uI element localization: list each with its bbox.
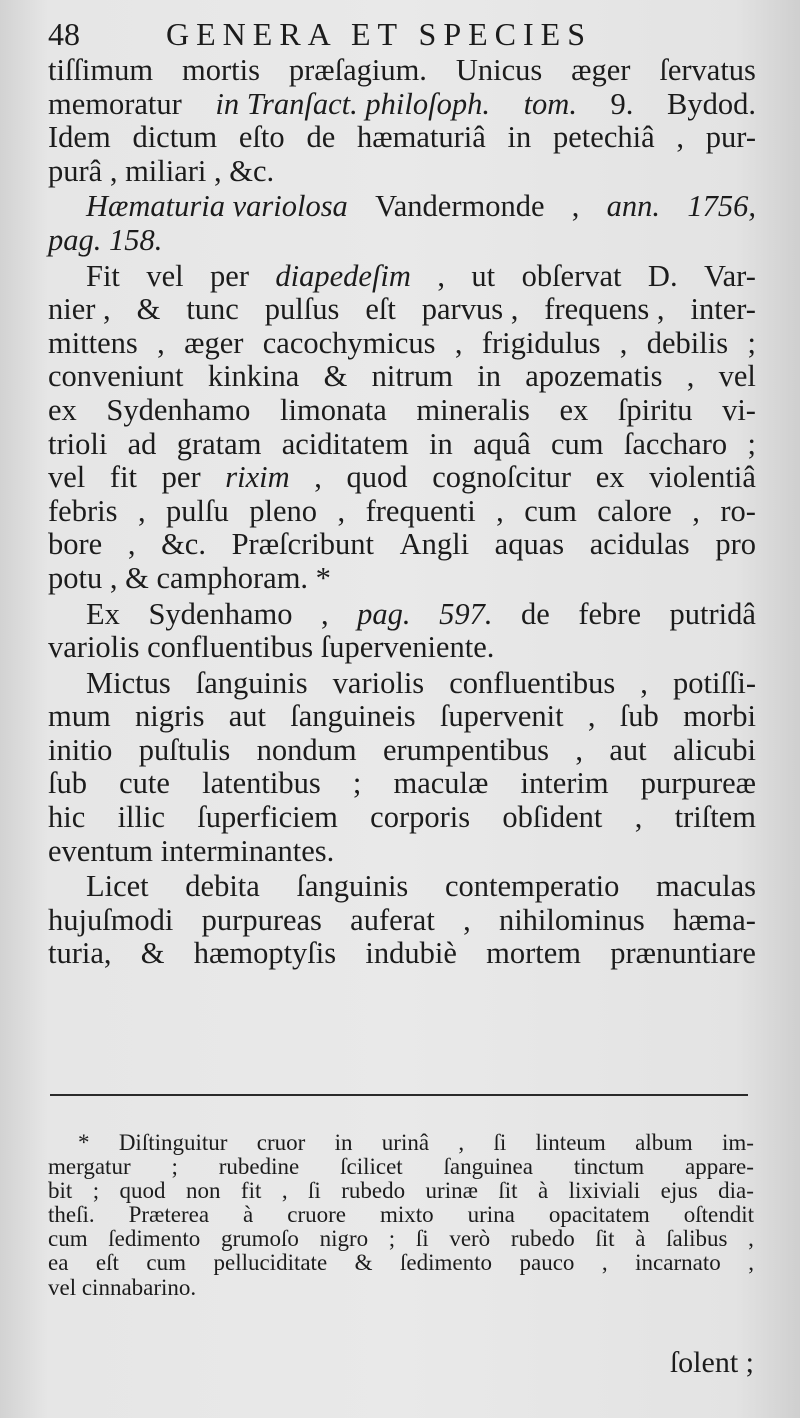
word: Bydod. — [667, 86, 756, 121]
word: & — [140, 936, 165, 971]
word: frequens , — [544, 292, 665, 327]
text-line — [48, 937, 756, 971]
word: ann. — [606, 189, 661, 224]
word: fit — [240, 1178, 262, 1204]
word: ; — [352, 766, 362, 801]
word: frequenti — [365, 493, 476, 528]
word: Unicus — [455, 53, 543, 87]
word: præſagium. — [288, 53, 427, 87]
word: Ex — [86, 596, 120, 631]
word: , — [454, 325, 463, 360]
word: cacochymicus — [262, 325, 436, 360]
word: febre — [578, 596, 641, 631]
text-line — [48, 835, 756, 869]
word: , — [463, 902, 471, 937]
word: ſub — [48, 766, 87, 801]
word: mergatur — [48, 1154, 131, 1180]
word: Præſcribunt — [231, 527, 374, 562]
word: &c. — [161, 527, 206, 562]
word: interim — [520, 766, 609, 801]
word: ſedimento — [400, 1250, 493, 1276]
word: tinctum — [573, 1154, 645, 1180]
word: cum — [48, 1226, 88, 1252]
text-line — [48, 461, 756, 495]
word: ſanguineis — [290, 699, 416, 734]
word: ſub — [619, 699, 659, 734]
word: , — [281, 1178, 288, 1204]
word: per — [161, 460, 201, 495]
word: mum — [48, 699, 111, 734]
word: parvus , — [421, 292, 519, 327]
word: aut — [609, 732, 647, 767]
text-line — [48, 700, 756, 734]
word: , — [676, 120, 685, 155]
word: ſaccharo — [623, 426, 728, 461]
word: pelluciditate — [213, 1250, 328, 1276]
word: hæma- — [672, 902, 756, 937]
word: cute — [119, 766, 170, 801]
text-line — [48, 293, 756, 327]
text-line — [48, 801, 756, 835]
word: ſuperficiem — [197, 800, 338, 835]
word: Diſtinguitur — [118, 1130, 228, 1155]
word: petechiâ — [553, 120, 655, 155]
word: vel — [718, 359, 756, 394]
footnote-line — [48, 1203, 754, 1227]
word: nondum — [256, 732, 357, 767]
word: urinâ — [381, 1130, 430, 1155]
word: hæmoptyſis — [193, 936, 337, 971]
word: de — [306, 120, 336, 155]
word: , — [571, 189, 580, 224]
word: ; — [747, 426, 756, 461]
word: indubiè — [365, 936, 457, 971]
word: , — [437, 258, 445, 293]
word: urina — [467, 1202, 515, 1228]
word: erumpentibus — [382, 732, 550, 767]
word: acidulas — [589, 527, 690, 562]
word: potiſſi- — [672, 665, 756, 700]
word: 597. — [439, 596, 493, 631]
word: pulſus — [264, 292, 340, 327]
word: dia- — [718, 1178, 754, 1204]
word: ut — [471, 258, 496, 293]
text-line — [48, 767, 756, 801]
word: tiſſimum — [48, 53, 154, 87]
word: aut — [228, 699, 267, 734]
word: album — [635, 1130, 693, 1155]
word: , — [748, 1250, 754, 1276]
word: , — [458, 1130, 465, 1155]
word: , — [748, 1226, 754, 1252]
word: ſupervenit — [439, 699, 564, 734]
word: cruor — [256, 1130, 306, 1155]
word: ſit — [595, 1226, 615, 1252]
word: memoratur — [48, 86, 182, 121]
word: in — [334, 1130, 353, 1155]
word: confluentibus — [449, 665, 616, 700]
word: ex — [559, 392, 589, 427]
word: nitrum — [371, 359, 453, 394]
word: im- — [721, 1130, 754, 1155]
word: ſi — [308, 1178, 321, 1204]
page-header — [48, 14, 760, 54]
word: à — [635, 1226, 646, 1252]
footnote-line — [48, 1179, 754, 1203]
word: , — [127, 527, 136, 562]
word: calore — [597, 493, 672, 528]
word: tunc — [186, 292, 239, 327]
word: æger — [184, 325, 244, 360]
word: non — [185, 1178, 221, 1204]
word: variolis — [332, 665, 425, 700]
word: alicubi — [672, 732, 756, 767]
word: , — [496, 493, 504, 528]
text-line — [48, 904, 756, 938]
text-line — [48, 88, 756, 122]
word: morbi — [683, 699, 756, 734]
word: pauco — [519, 1250, 575, 1276]
word: purpureas — [201, 902, 322, 937]
word: eventum interminantes. — [48, 833, 335, 868]
footnote-line — [48, 1131, 754, 1155]
footnote-line — [48, 1251, 754, 1275]
word: per — [210, 258, 249, 293]
word: prænuntiare — [610, 936, 756, 971]
word: * — [78, 1130, 90, 1155]
word: variolis confluentibus ſuperveniente. — [48, 630, 495, 665]
word: cum — [146, 1250, 186, 1276]
word: putridâ — [669, 596, 756, 631]
word: obſervat — [521, 258, 622, 293]
word: , — [137, 493, 146, 528]
word: pulſu — [166, 493, 229, 528]
word: mineralis — [416, 392, 530, 427]
word: maculæ — [393, 766, 489, 801]
word: Præterea — [128, 1202, 210, 1228]
text-line — [48, 598, 756, 632]
word: puſtulis — [138, 732, 231, 767]
word: à — [537, 1178, 549, 1204]
word: Licet — [86, 869, 149, 904]
word: violentiâ — [649, 460, 756, 495]
word: & — [354, 1250, 373, 1276]
word: , — [640, 665, 648, 700]
word: limonata — [280, 392, 387, 427]
word: nihilominus — [498, 902, 645, 937]
catchword: ſolent ; — [669, 1346, 754, 1379]
word: ro- — [720, 493, 756, 528]
word: rubedine — [218, 1154, 300, 1180]
word: urinæ — [425, 1178, 478, 1204]
word: hujuſmodi — [48, 902, 174, 937]
word: cum — [524, 493, 577, 528]
word: obſident — [502, 800, 603, 835]
word: ſanguinis — [296, 869, 409, 904]
text-line — [48, 190, 756, 224]
text-line — [48, 631, 756, 665]
word: aciditatem — [281, 426, 409, 461]
word: à — [243, 1202, 254, 1228]
word: ejus — [660, 1178, 698, 1204]
word: mittens — [48, 325, 138, 360]
word: & — [136, 292, 161, 327]
word: ; — [388, 1226, 396, 1252]
word: vel — [146, 258, 184, 293]
running-head: GENERA ET SPECIES — [166, 16, 592, 52]
word: kinkina — [207, 359, 300, 394]
word: ; — [92, 1178, 100, 1204]
word: latentibus — [202, 766, 321, 801]
text-line — [48, 394, 756, 428]
word: purpureæ — [640, 766, 756, 801]
word: quod — [346, 460, 408, 495]
word: , — [337, 493, 346, 528]
word: inter- — [690, 292, 756, 327]
text-line — [48, 870, 756, 904]
word: Sydenhamo — [106, 392, 251, 427]
word: ſalibus — [666, 1226, 728, 1252]
word: ea — [48, 1250, 69, 1276]
word: oſtendit — [683, 1202, 754, 1228]
word: ſpiritu — [617, 392, 693, 427]
word: ; — [747, 325, 756, 360]
word: de — [521, 596, 550, 631]
footnote-rule — [50, 1094, 748, 1096]
word: quod — [119, 1178, 166, 1204]
word: , — [587, 699, 596, 734]
word: mortem — [486, 936, 581, 971]
word: vel cinnabarino. — [48, 1274, 197, 1300]
word: , — [157, 325, 165, 360]
word: triſtem — [674, 800, 756, 835]
word: lixiviali — [568, 1178, 641, 1204]
word: 9. — [610, 86, 634, 121]
text-line — [48, 734, 756, 768]
text-line — [48, 327, 756, 361]
word: ex — [48, 392, 77, 427]
word: appare- — [684, 1154, 754, 1180]
word: , — [619, 325, 628, 360]
word: , — [686, 359, 695, 394]
word: , — [321, 596, 329, 631]
footnote-line — [48, 1155, 754, 1179]
word: , — [692, 493, 700, 528]
word: initio — [48, 732, 113, 767]
word: diapedeſim — [275, 258, 411, 293]
text-line — [48, 54, 756, 88]
word: vel — [48, 460, 86, 495]
word: Fit — [86, 258, 120, 293]
word: ſedimento — [108, 1226, 201, 1252]
word: ; — [171, 1154, 178, 1180]
word: , — [575, 732, 583, 767]
word: ſcilicet — [340, 1154, 403, 1180]
word: purâ , miliari , &c. — [48, 153, 275, 188]
word: aquâ — [473, 426, 531, 461]
word: trioli — [48, 426, 108, 461]
word: 1756, — [687, 189, 756, 224]
word: hæmaturiâ — [357, 120, 486, 155]
word: rubedo — [510, 1226, 575, 1252]
word: contemperatio — [444, 869, 620, 904]
text-line — [48, 495, 756, 529]
word: linteum — [535, 1130, 606, 1155]
word: ſanguinea — [443, 1154, 533, 1180]
word: ſi — [415, 1226, 429, 1252]
word: ad — [127, 426, 157, 461]
text-line — [48, 667, 756, 701]
word: hic — [48, 800, 86, 835]
word: turia, — [48, 936, 112, 971]
word: theſi. — [48, 1202, 95, 1228]
page-number: 48 — [48, 16, 80, 52]
word: Hæmaturia variolosa — [86, 189, 348, 224]
word: vi- — [722, 392, 756, 427]
word: ſervatus — [659, 53, 756, 87]
text-line — [48, 428, 756, 462]
word: , — [634, 800, 643, 835]
word: Idem — [48, 120, 111, 155]
word: rixim — [225, 460, 290, 495]
word: incarnato — [635, 1250, 721, 1276]
word: bore — [48, 527, 103, 562]
word: pag. — [357, 596, 411, 631]
word: Sydenhamo — [148, 596, 293, 631]
word: nier , — [48, 292, 111, 327]
word: cruore — [287, 1202, 346, 1228]
footnote-line — [48, 1227, 754, 1251]
word: in Tranſact. philoſoph. — [215, 86, 490, 121]
word: verò — [449, 1226, 491, 1252]
word: , — [601, 1250, 608, 1276]
word: pag. 158. — [48, 222, 163, 257]
word: pur- — [705, 120, 756, 155]
text-line — [48, 224, 756, 258]
word: eſt — [95, 1250, 119, 1276]
word: eſt — [365, 292, 396, 327]
word: ſit — [498, 1178, 518, 1204]
word: auferat — [350, 902, 435, 937]
word: aquas — [494, 527, 565, 562]
word: debita — [185, 869, 260, 904]
word: ex — [595, 460, 625, 495]
text-line — [48, 528, 756, 562]
word: æger — [571, 53, 631, 87]
word: in — [429, 426, 453, 461]
footnote-line — [48, 1276, 754, 1300]
text-line — [48, 260, 756, 294]
word: corporis — [370, 800, 471, 835]
word: & — [323, 359, 348, 394]
text-line — [48, 360, 756, 394]
text-line — [48, 562, 756, 596]
word: Mictus — [86, 665, 171, 700]
word: Vandermonde — [375, 189, 545, 224]
word: cognoſcitur — [432, 460, 572, 495]
word: ſi — [493, 1130, 507, 1155]
word: cum — [551, 426, 604, 461]
text-line — [48, 155, 756, 189]
word: rubedo — [341, 1178, 406, 1204]
word: Angli — [399, 527, 470, 562]
word: pro — [715, 527, 756, 562]
word: tom. — [523, 86, 577, 121]
word: Var- — [704, 258, 756, 293]
word: debilis — [646, 325, 729, 360]
word: fit — [109, 460, 138, 495]
word: pleno — [249, 493, 317, 528]
word: potu , & camphoram. * — [48, 560, 331, 595]
word: in — [477, 359, 501, 394]
word: dictum — [132, 120, 218, 155]
word: illic — [117, 800, 165, 835]
word: maculas — [656, 869, 756, 904]
word: gratam — [176, 426, 262, 461]
word: mortis — [181, 53, 260, 87]
footnote — [48, 1131, 754, 1300]
word: opacitatem — [548, 1202, 650, 1228]
word: D. — [647, 258, 678, 293]
word: conveniunt — [48, 359, 184, 394]
word: bit — [48, 1178, 73, 1204]
word: mixto — [379, 1202, 434, 1228]
word: nigris — [134, 699, 205, 734]
word: nigro — [319, 1226, 369, 1252]
main-text — [48, 54, 756, 971]
word: eſto — [238, 120, 285, 155]
word: ſanguinis — [195, 665, 308, 700]
word: in — [507, 120, 532, 155]
text-line — [48, 121, 756, 155]
word: frigidulus — [481, 325, 601, 360]
word: grumoſo — [220, 1226, 299, 1252]
word: apozematis — [525, 359, 663, 394]
word: , — [314, 460, 322, 495]
word: febris — [48, 493, 118, 528]
